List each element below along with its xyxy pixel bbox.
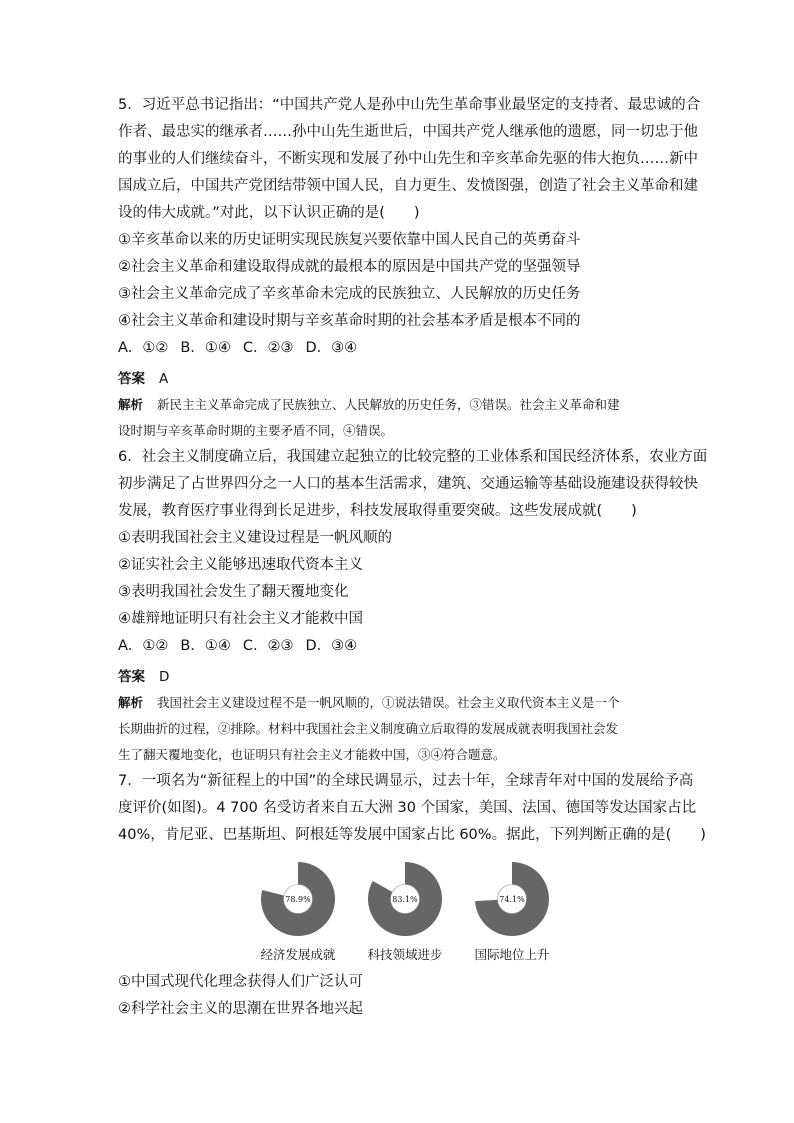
- option-a: A．①②: [118, 340, 169, 356]
- option-c: C．②③: [242, 638, 294, 654]
- question-text-line: 的事业的人们继续奋斗，不断实现和发展了孙中山先生和辛亥革命先驱的伟大抱负……新中: [118, 151, 698, 167]
- explanation-line: 设时期与辛亥革命时期的主要矛盾不同，④错误。: [118, 423, 394, 438]
- explanation-label: 解析: [118, 695, 144, 710]
- statement-item: ①辛亥革命以来的历史证明实现民族复兴要依靠中国人民自己的英勇奋斗: [118, 232, 581, 248]
- donut-percent-label: 74.1%: [499, 895, 525, 904]
- question-7: [118, 768, 706, 1023]
- answer-label: 答案: [118, 669, 145, 685]
- answer-value: D: [159, 669, 170, 685]
- donut-caption: 科技领域进步: [367, 947, 443, 962]
- question-text-line: 7．一项名为“新征程上的中国”的全球民调显示，过去十年，全球青年对中国的发展给予高: [118, 773, 694, 789]
- statement-item: ②科学社会主义的思潮在世界各地兴起: [118, 1001, 363, 1017]
- donut-percent-label: 83.1%: [392, 895, 418, 904]
- statement-item: ④社会主义革命和建设时期与辛亥革命时期的社会基本矛盾是根本不同的: [118, 313, 581, 329]
- question-text-line: 6．社会主义制度确立后，我国建立起独立的比较完整的工业体系和国民经济体系，农业方面: [118, 449, 708, 465]
- donut-svg: [258, 859, 338, 939]
- answer-line: [118, 366, 678, 392]
- donut-chart-international: [464, 859, 560, 963]
- explanation: [118, 690, 678, 716]
- donut-caption: 国际地位上升: [474, 947, 550, 962]
- answer-options: [118, 335, 678, 362]
- statement-item: ④雄辩地证明只有社会主义才能救中国: [118, 611, 363, 627]
- statement-item: ①中国式现代化理念获得人们广泛认可: [118, 974, 363, 990]
- question-text-line: 40%，肯尼亚、巴基斯坦、阿根廷等发展中国家占比 60%。据此，下列判断正确的是( ): [118, 827, 706, 843]
- question-text-line: 作者、最忠实的继承者……孙中山先生逝世后，中国共产党人继承他的遗愿，同一切忠于他: [118, 124, 698, 140]
- statement-item: ①表明我国社会主义建设过程是一帆风顺的: [118, 530, 392, 546]
- answer-line: [118, 664, 678, 690]
- explanation-line: 新民主主义革命完成了民族独立、人民解放的历史任务，③错误。社会主义革命和建: [157, 397, 620, 412]
- donut-charts: [118, 859, 678, 969]
- option-d: D．③④: [305, 638, 358, 654]
- answer-options: [118, 633, 678, 660]
- explanation-line: 长期曲折的过程，②排除。材料中我国社会主义制度确立后取得的发展成就表明我国社会发: [118, 721, 619, 736]
- question-text-line: 5．习近平总书记指出：“中国共产党人是孙中山先生革命事业最坚定的支持者、最忠诚的合: [118, 97, 701, 113]
- donut-chart-technology: [357, 859, 453, 963]
- question-6: [118, 444, 708, 768]
- option-d: D．③④: [305, 340, 358, 356]
- question-text-line: 设的伟大成就。”对此，以下认识正确的是( ): [118, 205, 420, 221]
- option-c: C．②③: [242, 340, 294, 356]
- question-text-line: 初步满足了占世界四分之一人口的基本生活需求，建筑、交通运输等基础设施建设获得较快: [118, 476, 698, 492]
- question-text-line: 发展，教育医疗事业得到长足进步，科技发展取得重要突破。这些发展成就( ): [118, 503, 637, 519]
- question-text-line: 度评价(如图)。4 700 名受访者来自五大洲 30 个国家，美国、法国、德国等发达国家占比: [118, 800, 697, 816]
- question-5: [118, 92, 701, 444]
- option-b: B．①④: [180, 638, 231, 654]
- answer-value: A: [159, 371, 169, 387]
- option-b: B．①④: [180, 340, 231, 356]
- donut-svg: [365, 859, 445, 939]
- document-page: [118, 92, 708, 1023]
- statement-item: ②证实社会主义能够迅速取代资本主义: [118, 557, 363, 573]
- statement-item: ②社会主义革命和建设取得成就的最根本的原因是中国共产党的坚强领导: [118, 259, 581, 275]
- donut-chart-economy: [250, 859, 346, 963]
- donut-caption: 经济发展成就: [260, 947, 336, 962]
- question-text-line: 国成立后，中国共产党团结带领中国人民，自力更生、发愤图强，创造了社会主义革命和建: [118, 178, 698, 194]
- explanation-label: 解析: [118, 397, 144, 412]
- donut-percent-label: 78.9%: [285, 895, 311, 904]
- option-a: A．①②: [118, 638, 169, 654]
- donut-svg: [472, 859, 552, 939]
- answer-label: 答案: [118, 371, 145, 387]
- explanation-line: 我国社会主义建设过程不是一帆风顺的，①说法错误。社会主义取代资本主义是一个: [157, 695, 620, 710]
- statement-item: ③表明我国社会发生了翻天覆地变化: [118, 584, 349, 600]
- explanation-line: 生了翻天覆地变化，也证明只有社会主义才能救中国，③④符合题意。: [118, 747, 506, 762]
- statement-item: ③社会主义革命完成了辛亥革命未完成的民族独立、人民解放的历史任务: [118, 286, 581, 302]
- explanation: [118, 392, 678, 418]
